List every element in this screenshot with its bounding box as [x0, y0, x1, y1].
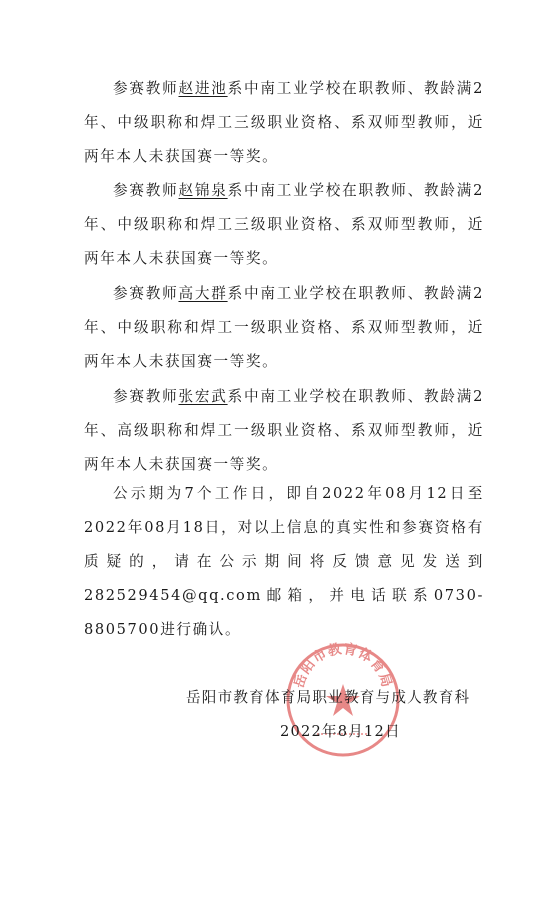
paragraph-body: 系中南工业学校在职教师、教龄满2年、中级职称和焊工三级职业资格、系双师型教师，近两年本人未获国赛一等奖。 [84, 182, 484, 267]
paragraph-teacher-2 [84, 174, 484, 276]
seal-text: 岳阳市教育体育局 [291, 641, 395, 690]
svg-text:岳阳市教育体育局 [290, 640, 395, 690]
paragraph-prefix: 参赛教师 [113, 388, 179, 405]
teacher-name: 赵锦泉 [178, 182, 228, 199]
paragraph-teacher-3 [84, 277, 484, 379]
paragraph-notice: 公示期为7个工作日，即自2022年08月12日至2022年08月18日，对以上信息的真实性和参赛资格有质疑的，请在公示期间将反馈意见发送到282529454@qq.com邮箱，并电话联系0730-8805700进行确认。 [84, 485, 484, 638]
paragraph-body: 系中南工业学校在职教师、教龄满2年、中级职称和焊工三级职业资格、系双师型教师，近两年本人未获国赛一等奖。 [84, 80, 484, 165]
teacher-name: 高大群 [178, 285, 228, 302]
paragraph-body: 系中南工业学校在职教师、教龄满2年、中级职称和焊工一级职业资格、系双师型教师，近两年本人未获国赛一等奖。 [84, 285, 484, 370]
paragraph-body: 系中南工业学校在职教师、教龄满2年、高级职称和焊工一级职业资格、系双师型教师，近两年本人未获国赛一等奖。 [84, 388, 484, 473]
teacher-name: 赵进池 [178, 80, 228, 97]
signature-org: 岳阳市教育体育局职业教育与成人教育科 [186, 689, 471, 706]
signature-date: 2022年8月12日 [280, 723, 401, 740]
paragraph-prefix: 参赛教师 [113, 80, 179, 97]
paragraph-prefix: 参赛教师 [113, 285, 179, 302]
paragraph-teacher-1 [84, 72, 484, 174]
teacher-name: 张宏武 [178, 388, 228, 405]
paragraph-teacher-4 [84, 380, 484, 482]
paragraph-prefix: 参赛教师 [113, 182, 179, 199]
